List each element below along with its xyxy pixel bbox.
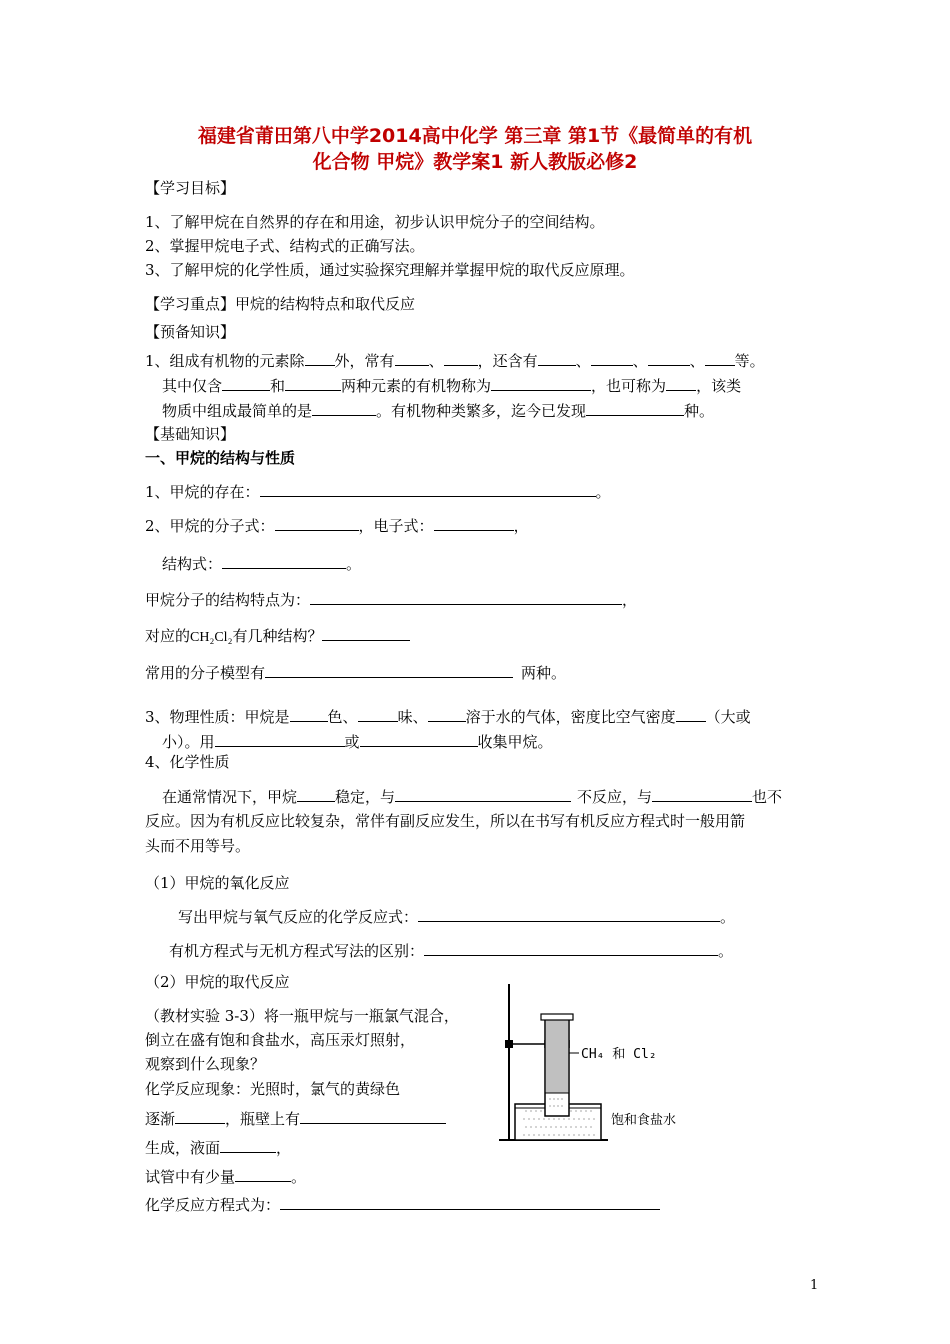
blank[interactable] xyxy=(285,375,341,391)
blank[interactable] xyxy=(705,350,735,366)
q4-heading: 4、化学性质 xyxy=(145,753,230,771)
blank[interactable] xyxy=(648,350,690,366)
blank[interactable] xyxy=(312,400,376,416)
blank[interactable] xyxy=(305,350,335,366)
substitution-heading: （2）甲烷的取代反应 xyxy=(145,973,290,991)
page-number: 1 xyxy=(810,1278,819,1293)
goal-item-2: 2、掌握甲烷电子式、结构式的正确写法。 xyxy=(145,237,425,255)
tube-rim xyxy=(541,1014,573,1020)
blank[interactable] xyxy=(300,1108,446,1124)
prep-heading: 【预备知识】 xyxy=(145,323,236,341)
sub-text-4: 化学反应现象：光照时，氯气的黄绿色 xyxy=(145,1080,401,1098)
q2-model-line: 常用的分子模型有 两种。 xyxy=(145,664,567,682)
section-1-heading: 一、甲烷的结构与性质 xyxy=(145,449,296,467)
blank[interactable] xyxy=(275,515,359,531)
prep-line-1: 1、组成有机物的元素除 外，常有 、 ，还含有 、 、 、 等。 xyxy=(145,352,765,370)
basics-heading: 【基础知识】 xyxy=(145,425,236,443)
prep-line-2: 其中仅含 和 两种元素的有机物称为 ，也可称为 ，该类 xyxy=(162,377,742,395)
q4-para-line-2: 反应。因为有机反应比较复杂，常伴有副反应发生，所以在书写有机反应方程式时一般用箭 xyxy=(145,812,746,830)
sub-text-6: 生成，液面 ， xyxy=(145,1139,292,1157)
blank[interactable] xyxy=(395,350,429,366)
blank[interactable] xyxy=(652,786,752,802)
sub-text-8: 化学反应方程式为： xyxy=(145,1194,660,1215)
goal-item-3: 3、了解甲烷的化学性质，通过实验探究理解并掌握甲烷的取代反应原理。 xyxy=(145,261,635,279)
blank[interactable] xyxy=(491,375,591,391)
blank[interactable] xyxy=(586,400,684,416)
blank[interactable] xyxy=(538,350,576,366)
blank[interactable] xyxy=(222,553,346,569)
blank[interactable] xyxy=(676,706,706,722)
blank[interactable] xyxy=(322,625,410,641)
q2-feature-line: 甲烷分子的结构特点为： ， xyxy=(145,591,638,609)
q2-ch2cl2-line: 对应的CH₂Cl₂有几种结构？ xyxy=(145,625,410,648)
blank[interactable] xyxy=(444,350,478,366)
blank[interactable] xyxy=(297,786,335,802)
blank[interactable] xyxy=(215,731,345,747)
water-label: 饱和食盐水 xyxy=(611,1113,677,1128)
clamp-joint xyxy=(505,1040,513,1048)
blank[interactable] xyxy=(395,786,571,802)
gas-mixture-fill xyxy=(546,1019,568,1093)
q3-line-1: 3、物理性质：甲烷是 色、 味、 溶于水的气体，密度比空气密度 （大或 xyxy=(145,708,751,726)
blank[interactable] xyxy=(280,1194,660,1210)
blank[interactable] xyxy=(175,1108,225,1124)
oxidation-question-1: 写出甲烷与氧气反应的化学反应式： 。 xyxy=(178,908,736,926)
blank[interactable] xyxy=(290,706,328,722)
document-title-line1: 福建省莆田第八中学2014高中化学 第三章 第1节《最简单的有机 xyxy=(197,125,753,147)
q4-para-line-1: 在通常情况下，甲烷 稳定，与 不反应，与 也不 xyxy=(162,788,783,806)
q1-existence: 1、甲烷的存在： 。 xyxy=(145,483,611,501)
blank[interactable] xyxy=(428,706,466,722)
oxidation-heading: （1）甲烷的氧化反应 xyxy=(145,874,290,892)
blank[interactable] xyxy=(434,515,514,531)
blank[interactable] xyxy=(235,1166,291,1182)
blank[interactable] xyxy=(591,350,633,366)
sub-text-2: 倒立在盛有饱和食盐水，高压汞灯照射， xyxy=(145,1031,416,1049)
blank[interactable] xyxy=(424,940,718,956)
focus-heading: 【学习重点】 xyxy=(145,295,236,313)
blank[interactable] xyxy=(220,1137,276,1153)
blank[interactable] xyxy=(418,906,720,922)
experiment-apparatus-figure xyxy=(495,978,725,1148)
blank[interactable] xyxy=(360,731,478,747)
sub-text-1: （教材实验 3-3）将一瓶甲烷与一瓶氯气混合， xyxy=(145,1007,459,1025)
q4-para-line-3: 头而不用等号。 xyxy=(145,837,251,855)
blank[interactable] xyxy=(666,375,696,391)
prep-line-3: 物质中组成最简单的是 。有机物种类繁多，迄今已发现 种。 xyxy=(162,402,715,420)
blank[interactable] xyxy=(358,706,398,722)
focus-line xyxy=(145,294,415,314)
blank[interactable] xyxy=(310,589,622,605)
oxidation-question-2: 有机方程式与无机方程式写法的区别： 。 xyxy=(169,942,734,960)
q3-line-2: 小）。用 或 收集甲烷。 xyxy=(162,733,553,751)
q2-structure-line: 结构式： 。 xyxy=(162,555,362,573)
blank[interactable] xyxy=(265,662,513,678)
goal-item-1: 1、了解甲烷在自然界的存在和用途，初步认识甲烷分子的空间结构。 xyxy=(145,213,605,231)
gas-label: CH₄ 和 Cl₂ xyxy=(581,1047,657,1062)
blank[interactable] xyxy=(260,481,596,497)
q2-formula-line: 2、甲烷的分子式： ，电子式： ， xyxy=(145,517,529,535)
document-title-line2: 化合物 甲烷》教学案1 新人教版必修2 xyxy=(312,151,638,173)
focus-text: 甲烷的结构特点和取代反应 xyxy=(235,295,416,313)
blank[interactable] xyxy=(222,375,270,391)
sub-text-3: 观察到什么现象？ xyxy=(145,1055,266,1073)
sub-text-5: 逐渐 ，瓶壁上有 xyxy=(145,1108,446,1129)
sub-text-7: 试管中有少量 。 xyxy=(145,1168,307,1186)
goals-heading: 【学习目标】 xyxy=(145,179,236,197)
